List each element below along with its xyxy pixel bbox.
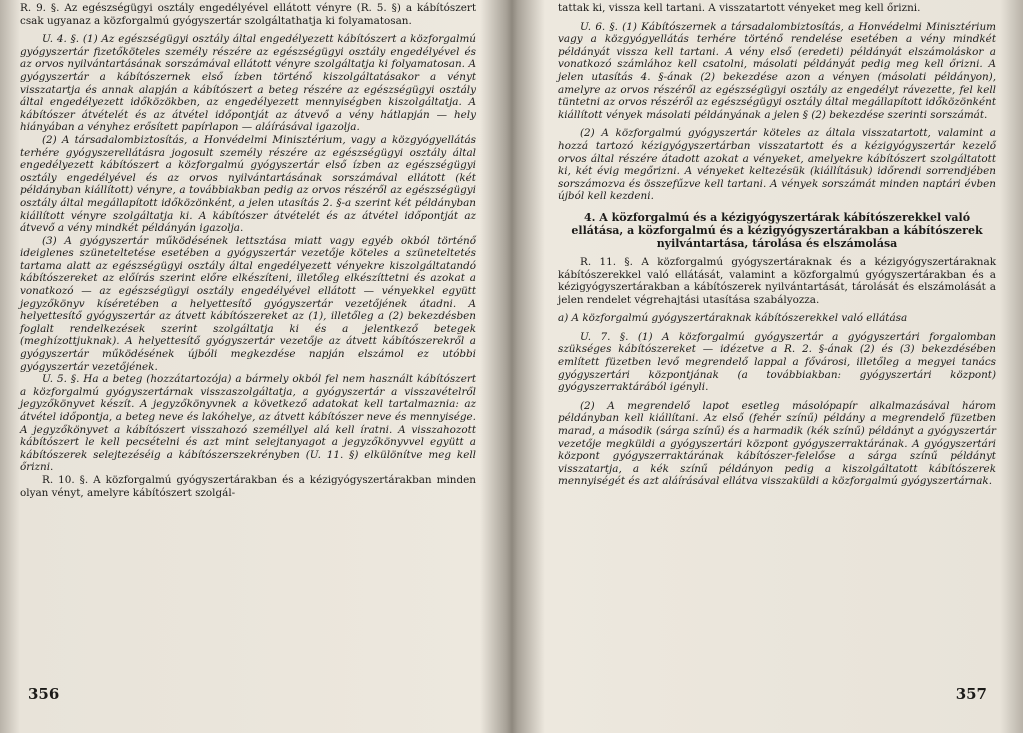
paragraph: R. 10. §. A közforgalmú gyógyszertárakban és a kézigyógyszertárakban minden olyan vényt, amelyre kábítószert szolgál-	[20, 473, 476, 499]
right-page	[518, 0, 1023, 733]
paragraph: U. 6. §. (1) Kábítószernek a társadalombiztosítás, a Honvédelmi Minisztérium vagy a közgyógyellátás terhére történő rendelése esetében a vény mindkét példányát vissza kell tartani. A vény első (eredeti) példányát elszámoláskor a vonatkozó számlához kell csatolni, másolati példányát pedig meg kell őrizni. A jelen utasítás 4. §-ának (2) bekezdése azon a vényen (másolati példányon), amelyre az orvos részéről az egészségügyi osztály az engedélyt rávezette, fel kell tüntetni az orvos részéről az egészségügyi osztály által megállapított időközönként kiállított vények másolati példányának a jelen § (2) bekezdése szerinti sorszámát.	[558, 20, 996, 121]
page-number: 357	[955, 685, 987, 703]
paragraph: (3) A gyógyszertár működésének lettsztása miatt vagy egyéb okból történő ideiglenes szüneteltetése esetében a gyógyszertár vezetője köteles a szüneteltetés tartama alatt az egészségügyi osztály által engedélyezett vényekre kiszolgáltatandó kábítószereket az előírás szerint előre elkészíteni, illetőleg elkészíttetni és azokat a vonatkozó — az egészségügyi osztály engedélyével ellátott — vényekkel együtt jegyzőkönyv kíséretében a helyettesítő gyógyszertár vezetőjének átadni. A helyettesítő gyógyszertár az átvett kábítószereket az (1), illetőleg a (2) bekezdésben foglalt rendelkezések szerint szolgáltatja ki és a jelentkező betegek (meghízottjuknak). A helyettesítő gyógyszertár vezetője az átvett kábítószerekről a gyógyszertár működésének újbóli megkezdése napján elszámol ez utóbbi gyógyszertár vezetőjének.	[20, 234, 476, 373]
left-page	[0, 0, 506, 733]
paragraph: U. 5. §. Ha a beteg (hozzátartozója) a bármely okból fel nem használt kábítószert a közforgalmú gyógyszertárnak visszaszolgáltatja, a gyógyszertár a visszavételről jegyzőkönyvet készít. A jegyzőkönyvnek a következő adatokat kell tartalmaznia: az átvétel időpontja, a beteg neve és lakóhelye, az átvett kábítószer neve és mennyisége. A jegyzőkönyvet a kábítószert visszahozó személlyel alá kell íratni. A visszahozott kábítószert le kell pecsételni és azt mint selejtanyagot a jegyzőkönyvvel együtt a kábítószerek selejtezéséig a kábítószerszekrényben (U. 11. §) elkülönítve meg kell őrizni.	[20, 373, 476, 474]
paragraph: (2) A közforgalmú gyógyszertár köteles az általa visszatartott, valamint a hozzá tartozó kézigyógyszertárban visszatartott és a kézigyógyszertár kezelő orvos által részére átadott azokat a vényeket, amelyekre kábítószert szolgáltatott ki, két évig megőrizni. A vényeket keltezésük (kiállításuk) időrendi sorrendjében sorszámozva és összefűzve kell tartani. A vények sorszámát minden naptári évben újból kell kezdeni.	[558, 127, 996, 203]
paragraph: tattak ki, vissza kell tartani. A visszatartott vényeket meg kell őrizni.	[558, 2, 921, 14]
paragraph: R. 11. §. A közforgalmú gyógyszertáraknak és a kézigyógyszertáraknak kábítószerekkel való ellátását, valamint a közforgalmú gyógyszertárakban és a kézigyógyszertárakban a kábítószerek nyilvántartását, tárolását és elszámolását a jelen rendelet végrehajtási utasítása szabályozza.	[558, 255, 996, 306]
paragraph: (2) A megrendelő lapot esetleg másolópapír alkalmazásával három példányban kell kiállítani. Az első (fehér színű) példány a megrendelő füzetben marad, a második (sárga színű) és a harmadik (kék színű) példányt a gyógyszertár vezetője megküldi a gyógyszertári központ gyógyszerraktárának. A gyógyszertári központ gyógyszerraktárának kábítószer-felelőse a sárga színű példányt visszatartja, a kék színű példányon pedig a kiszolgáltatott kábítószerek mennyiségét és azt aláírásával ellátva visszaküldi a közforgalmú gyógyszertárnak.	[558, 399, 996, 488]
paragraph: U. 7. §. (1) A közforgalmú gyógyszertár a gyógyszertári forgalomban szükséges kábítószereket — idézetve a R. 2. §-ának (2) és (3) bekezdésében említett füzetben levő megrendelő lappal a fővárosi, illetőleg a megyei tanács gyógyszertári központjának (a továbbiakban: gyógyszertári központ) gyógyszerraktárából igényli.	[558, 330, 996, 394]
subsection-title: a) A közforgalmú gyógyszertáraknak kábítószerekkel való ellátása	[558, 312, 908, 325]
page-number: 356	[28, 685, 60, 703]
paragraph: U. 4. §. (1) Az egészségügyi osztály által engedélyezett kábítószert a közforgalmú gyógyszertár fizetőköteles személy részére az egészségügyi osztály engedélyével és az orvos nyilvántartásának sorszámával ellátott vényre szolgáltatja ki folyamatosan. A gyógyszertár a kábítószernek első ízben történő kiszolgáltatásakor a vényt visszatartja és annak alapján a kábítószert a beteg részére az egészségügyi osztály által engedélyezett időközökben, az engedélyezett mennyiségben kiszolgáltatja. A kábítószer átvételét és az átvétel időpontját az átvevő a vény hátlapján — hely hiányában a vényhez erősített papírlapon — aláírásával igazolja.	[20, 33, 476, 134]
section-heading: 4. A közforgalmú és a kézigyógyszertárak kábítószerekkel való ellátása, a közforgalmú és a kézigyógyszertárakban a kábítószerek nyilvántartása, tárolása és elszámolása	[571, 210, 983, 250]
left-text-column	[20, 2, 476, 499]
paragraph: R. 9. §. Az egészségügyi osztály engedélyével ellátott vényre (R. 5. §) a kábítószert csak ugyanaz a közforgalmú gyógyszertár szolgáltathatja ki folyamatosan.	[20, 2, 476, 27]
paragraph: (2) A társadalombiztosítás, a Honvédelmi Minisztérium, vagy a közgyógyellátás terhére gyógyszerellátásra jogosult személy részére az egészségügyi osztály által engedélyezett kábítószert a közforgalmú gyógyszertár első ízben az egészségügyi osztály engedélyével és az orvos nyilvántartásának sorszámával ellátott (két példányban kiállított) vényre, a továbbiakban pedig az orvos részéről az egészségügyi osztály által megállapított időközönként, a jelen utasítás 2. §-a szerint két példányban kiállított vényre szolgáltatja ki. A kábítószer átvételét és az átvétel időpontját az átvevő a vény mindkét példányán igazolja.	[20, 133, 476, 235]
right-text-column	[558, 2, 996, 488]
